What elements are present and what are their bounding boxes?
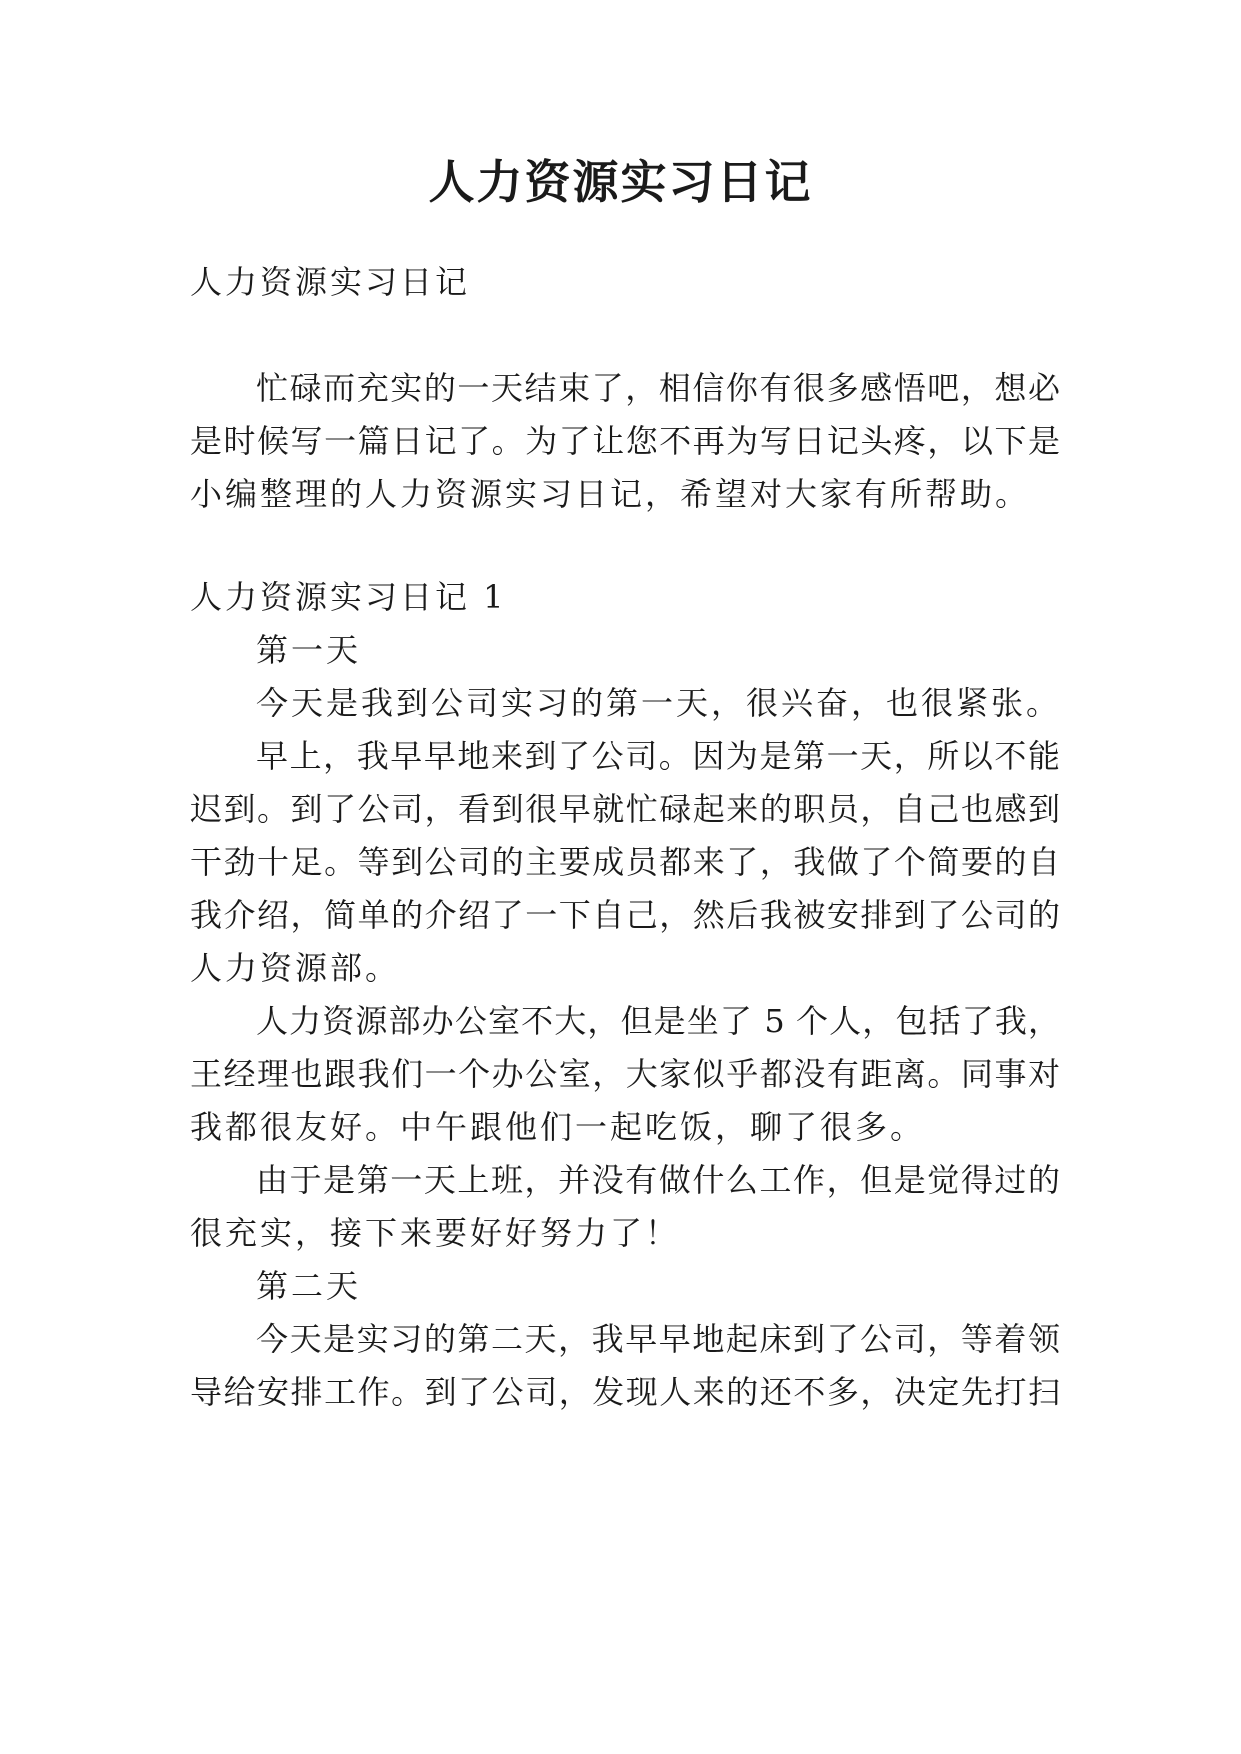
day2-heading: 第二天 <box>256 1267 362 1305</box>
paragraph-line: 由于是第一天上班，并没有做什么工作，但是觉得过的 <box>256 1161 1060 1199</box>
paragraph-line: 很充实，接下来要好好努力了！ <box>190 1214 681 1252</box>
document-subtitle: 人力资源实习日记 <box>190 263 471 301</box>
paragraph-line: 人力资源部办公室不大，但是坐了 5 个人，包括了我， <box>256 1002 1060 1040</box>
paragraph-line: 早上，我早早地来到了公司。因为是第一天，所以不能 <box>256 737 1060 775</box>
paragraph-line: 我介绍，简单的介绍了一下自己，然后我被安排到了公司的 <box>190 896 1060 934</box>
paragraph-line: 迟到。到了公司，看到很早就忙碌起来的职员，自己也感到 <box>190 790 1060 828</box>
intro-line-2: 是时候写一篇日记了。为了让您不再为写日记头疼，以下是 <box>190 422 1060 460</box>
paragraph-line: 王经理也跟我们一个办公室，大家似乎都没有距离。同事对 <box>190 1055 1060 1093</box>
paragraph-line: 人力资源部。 <box>190 949 401 987</box>
paragraph-line: 今天是我到公司实习的第一天，很兴奋，也很紧张。 <box>256 684 1062 722</box>
intro-line-1: 忙碌而充实的一天结束了，相信你有很多感悟吧，想必 <box>256 369 1060 407</box>
intro-line-3: 小编整理的人力资源实习日记，希望对大家有所帮助。 <box>190 475 1031 513</box>
paragraph-line: 今天是实习的第二天，我早早地起床到了公司，等着领 <box>256 1320 1060 1358</box>
day1-heading: 第一天 <box>256 631 362 669</box>
paragraph-line: 干劲十足。等到公司的主要成员都来了，我做了个简要的自 <box>190 843 1060 881</box>
paragraph-line: 导给安排工作。到了公司，发现人来的还不多，决定先打扫 <box>190 1373 1060 1411</box>
document-title: 人力资源实习日记 <box>428 155 813 209</box>
paragraph-line: 我都很友好。中午跟他们一起吃饭，聊了很多。 <box>190 1108 926 1146</box>
section-heading: 人力资源实习日记 1 <box>190 578 507 616</box>
